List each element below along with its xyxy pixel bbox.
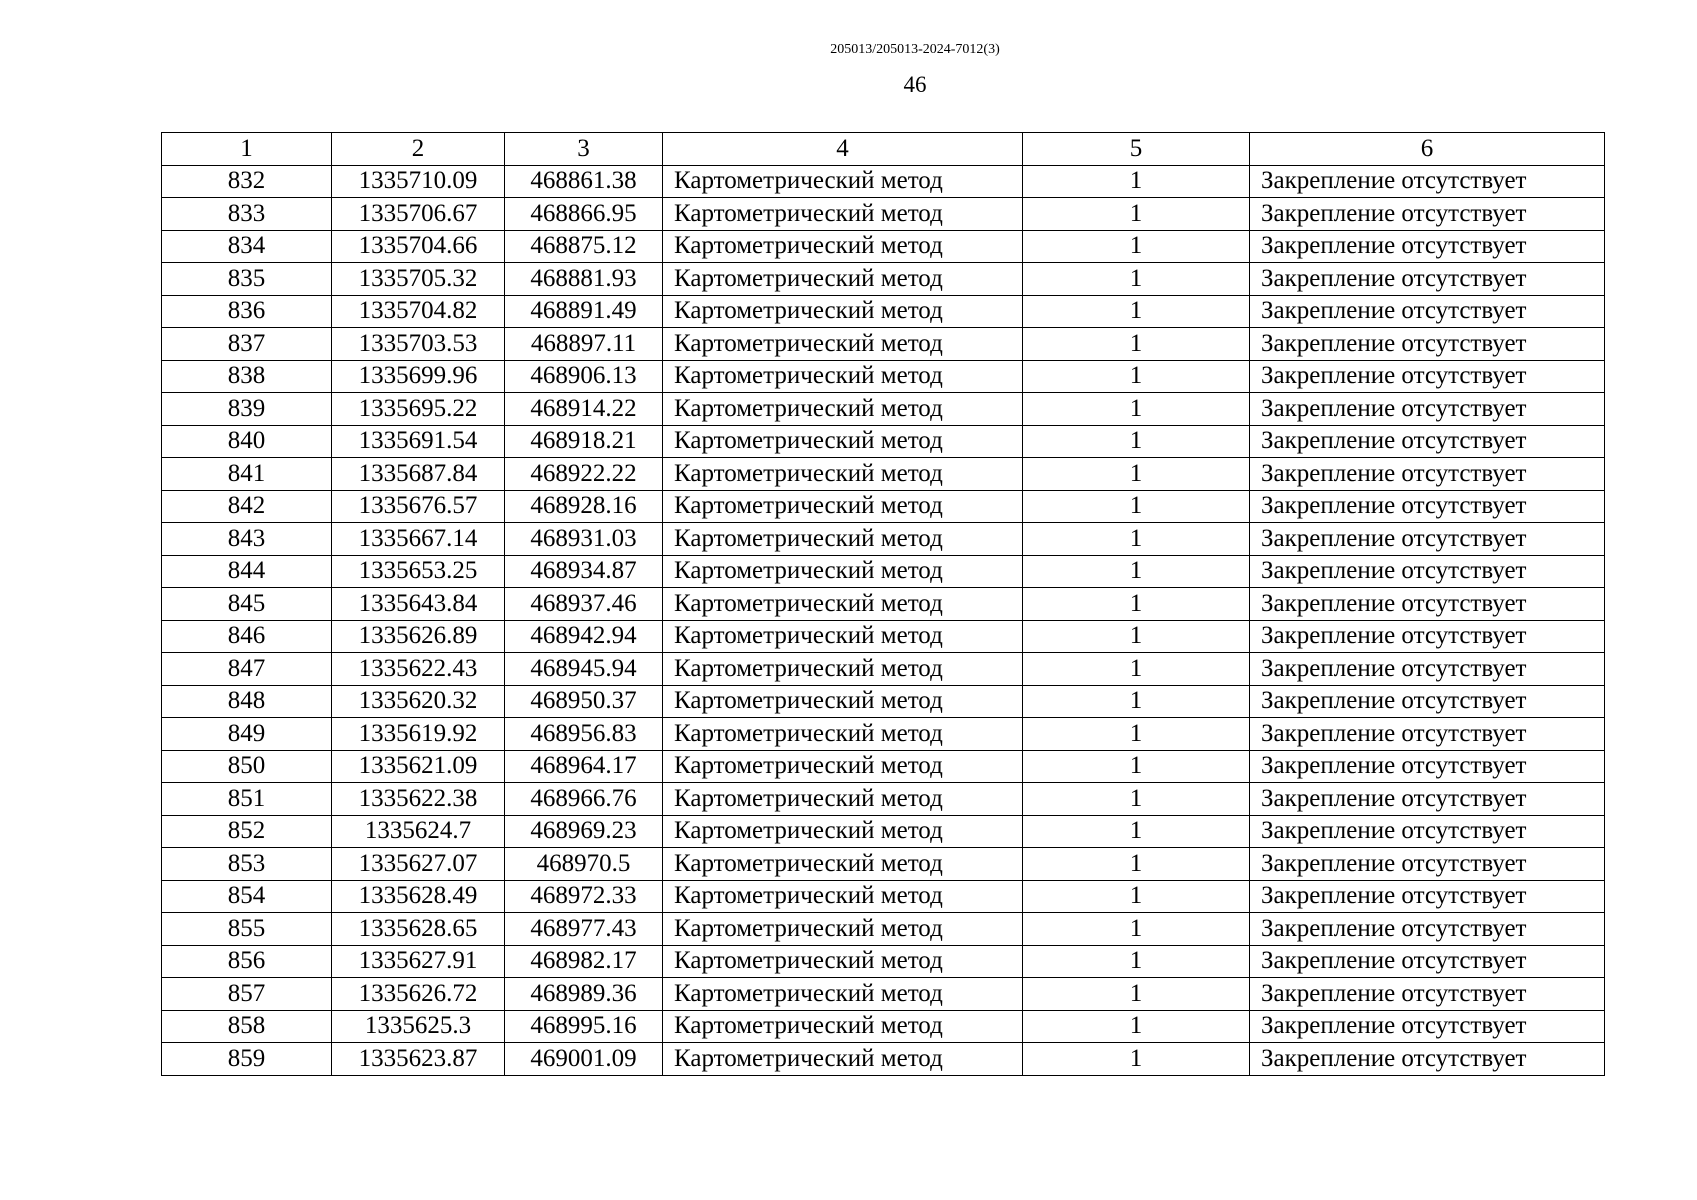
y-coordinate-cell: 468945.94: [505, 653, 663, 686]
y-coordinate-cell: 468956.83: [505, 718, 663, 751]
table-row: [162, 198, 1605, 231]
method-cell: Картометрический метод: [663, 620, 1023, 653]
point-number-cell: 836: [162, 295, 332, 328]
fixation-cell: Закрепление отсутствует: [1250, 425, 1605, 458]
column-header-6: 6: [1250, 133, 1605, 166]
fixation-cell: Закрепление отсутствует: [1250, 458, 1605, 491]
x-coordinate-cell: 1335706.67: [332, 198, 505, 231]
fixation-cell: Закрепление отсутствует: [1250, 685, 1605, 718]
table-row: [162, 230, 1605, 263]
point-number-cell: 850: [162, 750, 332, 783]
method-cell: Картометрический метод: [663, 360, 1023, 393]
fixation-cell: Закрепление отсутствует: [1250, 945, 1605, 978]
fixation-cell: Закрепление отсутствует: [1250, 328, 1605, 361]
table-row: [162, 783, 1605, 816]
table-row: [162, 360, 1605, 393]
point-number-cell: 856: [162, 945, 332, 978]
accuracy-cell: 1: [1023, 425, 1250, 458]
method-cell: Картометрический метод: [663, 328, 1023, 361]
table-row: [162, 263, 1605, 296]
accuracy-cell: 1: [1023, 263, 1250, 296]
table-row: [162, 718, 1605, 751]
point-number-cell: 840: [162, 425, 332, 458]
fixation-cell: Закрепление отсутствует: [1250, 880, 1605, 913]
accuracy-cell: 1: [1023, 1010, 1250, 1043]
point-number-cell: 835: [162, 263, 332, 296]
method-cell: Картометрический метод: [663, 913, 1023, 946]
y-coordinate-cell: 468989.36: [505, 978, 663, 1011]
y-coordinate-cell: 468906.13: [505, 360, 663, 393]
accuracy-cell: 1: [1023, 620, 1250, 653]
accuracy-cell: 1: [1023, 555, 1250, 588]
table-row: [162, 555, 1605, 588]
point-number-cell: 832: [162, 165, 332, 198]
y-coordinate-cell: 468942.94: [505, 620, 663, 653]
fixation-cell: Закрепление отсутствует: [1250, 523, 1605, 556]
method-cell: Картометрический метод: [663, 880, 1023, 913]
fixation-cell: Закрепление отсутствует: [1250, 913, 1605, 946]
fixation-cell: Закрепление отсутствует: [1250, 360, 1605, 393]
fixation-cell: Закрепление отсутствует: [1250, 295, 1605, 328]
point-number-cell: 857: [162, 978, 332, 1011]
method-cell: Картометрический метод: [663, 750, 1023, 783]
accuracy-cell: 1: [1023, 328, 1250, 361]
point-number-cell: 841: [162, 458, 332, 491]
fixation-cell: Закрепление отсутствует: [1250, 490, 1605, 523]
x-coordinate-cell: 1335703.53: [332, 328, 505, 361]
accuracy-cell: 1: [1023, 653, 1250, 686]
x-coordinate-cell: 1335620.32: [332, 685, 505, 718]
x-coordinate-cell: 1335667.14: [332, 523, 505, 556]
table-body: [162, 165, 1605, 1075]
method-cell: Картометрический метод: [663, 230, 1023, 263]
point-number-cell: 858: [162, 1010, 332, 1043]
fixation-cell: Закрепление отсутствует: [1250, 620, 1605, 653]
y-coordinate-cell: 468891.49: [505, 295, 663, 328]
point-number-cell: 852: [162, 815, 332, 848]
x-coordinate-cell: 1335623.87: [332, 1043, 505, 1076]
method-cell: Картометрический метод: [663, 685, 1023, 718]
accuracy-cell: 1: [1023, 880, 1250, 913]
table-row: [162, 913, 1605, 946]
x-coordinate-cell: 1335676.57: [332, 490, 505, 523]
column-header-5: 5: [1023, 133, 1250, 166]
accuracy-cell: 1: [1023, 198, 1250, 231]
table-row: [162, 328, 1605, 361]
y-coordinate-cell: 468875.12: [505, 230, 663, 263]
table-row: [162, 165, 1605, 198]
column-header-4: 4: [663, 133, 1023, 166]
document-id: 205013/205013-2024-7012(3): [830, 42, 1000, 57]
method-cell: Картометрический метод: [663, 523, 1023, 556]
method-cell: Картометрический метод: [663, 295, 1023, 328]
accuracy-cell: 1: [1023, 165, 1250, 198]
fixation-cell: Закрепление отсутствует: [1250, 1043, 1605, 1076]
point-number-cell: 849: [162, 718, 332, 751]
x-coordinate-cell: 1335705.32: [332, 263, 505, 296]
table-row: [162, 458, 1605, 491]
fixation-cell: Закрепление отсутствует: [1250, 588, 1605, 621]
table-row: [162, 653, 1605, 686]
y-coordinate-cell: 468969.23: [505, 815, 663, 848]
point-number-cell: 848: [162, 685, 332, 718]
x-coordinate-cell: 1335627.07: [332, 848, 505, 881]
table-row: [162, 490, 1605, 523]
y-coordinate-cell: 468928.16: [505, 490, 663, 523]
x-coordinate-cell: 1335619.92: [332, 718, 505, 751]
point-number-cell: 851: [162, 783, 332, 816]
point-number-cell: 842: [162, 490, 332, 523]
x-coordinate-cell: 1335624.7: [332, 815, 505, 848]
accuracy-cell: 1: [1023, 393, 1250, 426]
table-row: [162, 588, 1605, 621]
accuracy-cell: 1: [1023, 945, 1250, 978]
x-coordinate-cell: 1335625.3: [332, 1010, 505, 1043]
point-number-cell: 846: [162, 620, 332, 653]
column-header-2: 2: [332, 133, 505, 166]
method-cell: Картометрический метод: [663, 848, 1023, 881]
fixation-cell: Закрепление отсутствует: [1250, 555, 1605, 588]
y-coordinate-cell: 468934.87: [505, 555, 663, 588]
accuracy-cell: 1: [1023, 718, 1250, 751]
accuracy-cell: 1: [1023, 588, 1250, 621]
accuracy-cell: 1: [1023, 978, 1250, 1011]
table-row: [162, 685, 1605, 718]
y-coordinate-cell: 468937.46: [505, 588, 663, 621]
accuracy-cell: 1: [1023, 685, 1250, 718]
x-coordinate-cell: 1335627.91: [332, 945, 505, 978]
x-coordinate-cell: 1335628.65: [332, 913, 505, 946]
accuracy-cell: 1: [1023, 360, 1250, 393]
fixation-cell: Закрепление отсутствует: [1250, 978, 1605, 1011]
accuracy-cell: 1: [1023, 848, 1250, 881]
accuracy-cell: 1: [1023, 295, 1250, 328]
table-row: [162, 1043, 1605, 1076]
method-cell: Картометрический метод: [663, 653, 1023, 686]
y-coordinate-cell: 468966.76: [505, 783, 663, 816]
y-coordinate-cell: 468914.22: [505, 393, 663, 426]
fixation-cell: Закрепление отсутствует: [1250, 1010, 1605, 1043]
point-number-cell: 839: [162, 393, 332, 426]
x-coordinate-cell: 1335622.43: [332, 653, 505, 686]
fixation-cell: Закрепление отсутствует: [1250, 165, 1605, 198]
x-coordinate-cell: 1335710.09: [332, 165, 505, 198]
fixation-cell: Закрепление отсутствует: [1250, 783, 1605, 816]
y-coordinate-cell: 468970.5: [505, 848, 663, 881]
x-coordinate-cell: 1335622.38: [332, 783, 505, 816]
point-number-cell: 859: [162, 1043, 332, 1076]
method-cell: Картометрический метод: [663, 490, 1023, 523]
point-number-cell: 853: [162, 848, 332, 881]
fixation-cell: Закрепление отсутствует: [1250, 653, 1605, 686]
method-cell: Картометрический метод: [663, 815, 1023, 848]
y-coordinate-cell: 468972.33: [505, 880, 663, 913]
y-coordinate-cell: 468931.03: [505, 523, 663, 556]
x-coordinate-cell: 1335699.96: [332, 360, 505, 393]
table-row: [162, 1010, 1605, 1043]
fixation-cell: Закрепление отсутствует: [1250, 718, 1605, 751]
y-coordinate-cell: 468995.16: [505, 1010, 663, 1043]
table-row: [162, 945, 1605, 978]
fixation-cell: Закрепление отсутствует: [1250, 230, 1605, 263]
accuracy-cell: 1: [1023, 458, 1250, 491]
table-row: [162, 393, 1605, 426]
y-coordinate-cell: 468977.43: [505, 913, 663, 946]
fixation-cell: Закрепление отсутствует: [1250, 750, 1605, 783]
point-number-cell: 855: [162, 913, 332, 946]
x-coordinate-cell: 1335643.84: [332, 588, 505, 621]
column-header-1: 1: [162, 133, 332, 166]
y-coordinate-cell: 468950.37: [505, 685, 663, 718]
table-row: [162, 620, 1605, 653]
fixation-cell: Закрепление отсутствует: [1250, 198, 1605, 231]
method-cell: Картометрический метод: [663, 393, 1023, 426]
x-coordinate-cell: 1335704.82: [332, 295, 505, 328]
accuracy-cell: 1: [1023, 523, 1250, 556]
x-coordinate-cell: 1335626.72: [332, 978, 505, 1011]
point-number-cell: 844: [162, 555, 332, 588]
point-number-cell: 838: [162, 360, 332, 393]
point-number-cell: 843: [162, 523, 332, 556]
point-number-cell: 847: [162, 653, 332, 686]
point-number-cell: 837: [162, 328, 332, 361]
method-cell: Картометрический метод: [663, 555, 1023, 588]
method-cell: Картометрический метод: [663, 978, 1023, 1011]
y-coordinate-cell: 468897.11: [505, 328, 663, 361]
method-cell: Картометрический метод: [663, 1010, 1023, 1043]
table-row: [162, 295, 1605, 328]
accuracy-cell: 1: [1023, 490, 1250, 523]
y-coordinate-cell: 468881.93: [505, 263, 663, 296]
y-coordinate-cell: 469001.09: [505, 1043, 663, 1076]
table-row: [162, 815, 1605, 848]
page-number: 46: [903, 72, 927, 97]
table-row: [162, 750, 1605, 783]
x-coordinate-cell: 1335653.25: [332, 555, 505, 588]
x-coordinate-cell: 1335621.09: [332, 750, 505, 783]
table-row: [162, 978, 1605, 1011]
method-cell: Картометрический метод: [663, 458, 1023, 491]
fixation-cell: Закрепление отсутствует: [1250, 815, 1605, 848]
accuracy-cell: 1: [1023, 815, 1250, 848]
x-coordinate-cell: 1335628.49: [332, 880, 505, 913]
point-number-cell: 834: [162, 230, 332, 263]
y-coordinate-cell: 468861.38: [505, 165, 663, 198]
column-header-3: 3: [505, 133, 663, 166]
table-row: [162, 880, 1605, 913]
method-cell: Картометрический метод: [663, 718, 1023, 751]
x-coordinate-cell: 1335687.84: [332, 458, 505, 491]
point-number-cell: 854: [162, 880, 332, 913]
table-row: [162, 848, 1605, 881]
y-coordinate-cell: 468918.21: [505, 425, 663, 458]
accuracy-cell: 1: [1023, 783, 1250, 816]
x-coordinate-cell: 1335704.66: [332, 230, 505, 263]
accuracy-cell: 1: [1023, 230, 1250, 263]
method-cell: Картометрический метод: [663, 783, 1023, 816]
fixation-cell: Закрепление отсутствует: [1250, 263, 1605, 296]
method-cell: Картометрический метод: [663, 945, 1023, 978]
method-cell: Картометрический метод: [663, 165, 1023, 198]
accuracy-cell: 1: [1023, 913, 1250, 946]
point-number-cell: 845: [162, 588, 332, 621]
point-number-cell: 833: [162, 198, 332, 231]
y-coordinate-cell: 468964.17: [505, 750, 663, 783]
y-coordinate-cell: 468922.22: [505, 458, 663, 491]
coordinates-table: [161, 132, 1605, 1076]
x-coordinate-cell: 1335626.89: [332, 620, 505, 653]
table-row: [162, 425, 1605, 458]
method-cell: Картометрический метод: [663, 588, 1023, 621]
method-cell: Картометрический метод: [663, 263, 1023, 296]
y-coordinate-cell: 468982.17: [505, 945, 663, 978]
method-cell: Картометрический метод: [663, 1043, 1023, 1076]
fixation-cell: Закрепление отсутствует: [1250, 848, 1605, 881]
header-row: [162, 133, 1605, 166]
x-coordinate-cell: 1335691.54: [332, 425, 505, 458]
accuracy-cell: 1: [1023, 1043, 1250, 1076]
accuracy-cell: 1: [1023, 750, 1250, 783]
y-coordinate-cell: 468866.95: [505, 198, 663, 231]
method-cell: Картометрический метод: [663, 425, 1023, 458]
table-row: [162, 523, 1605, 556]
fixation-cell: Закрепление отсутствует: [1250, 393, 1605, 426]
x-coordinate-cell: 1335695.22: [332, 393, 505, 426]
method-cell: Картометрический метод: [663, 198, 1023, 231]
